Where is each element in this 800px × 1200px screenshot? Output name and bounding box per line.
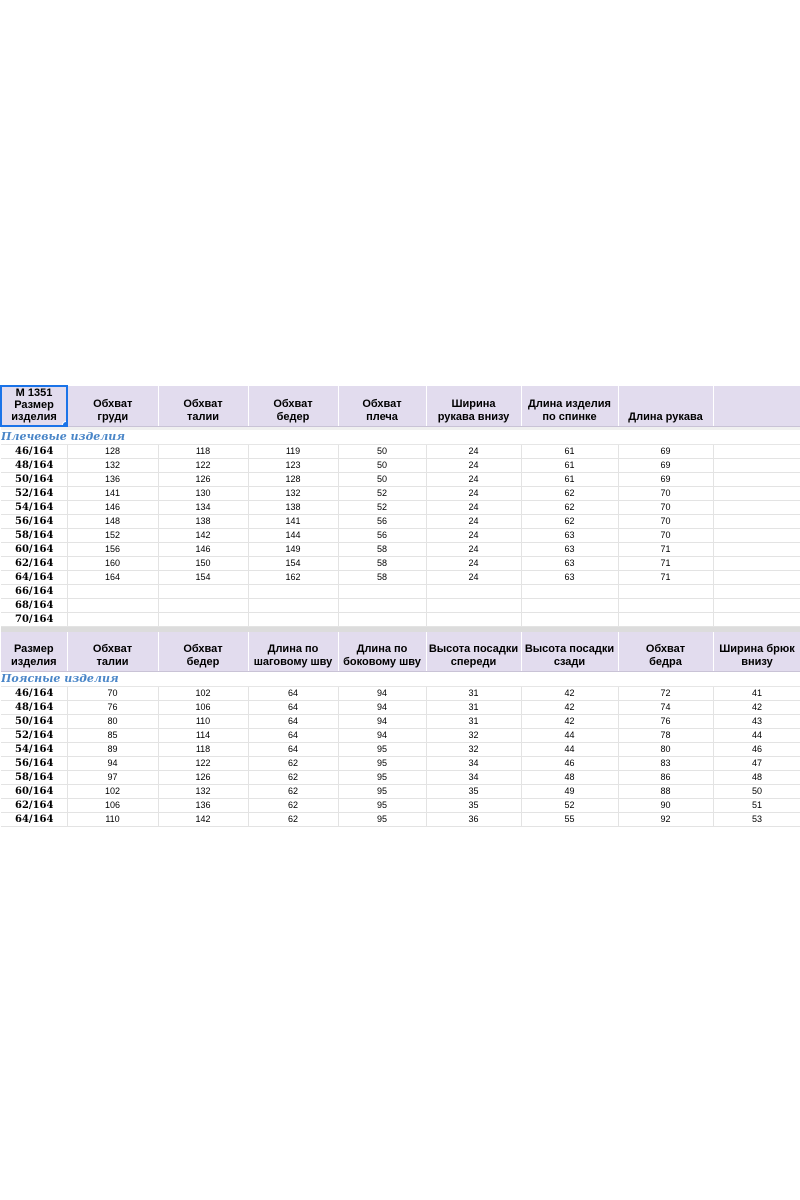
value-cell[interactable]: 114 xyxy=(158,728,248,742)
table-row xyxy=(1,529,800,543)
value-cell[interactable]: 132 xyxy=(248,487,338,501)
header-label: рукава внизу xyxy=(437,410,510,423)
header-label: плеча xyxy=(366,410,398,423)
value-cell[interactable]: 122 xyxy=(158,756,248,770)
value-cell[interactable]: 102 xyxy=(158,686,248,700)
value-cell[interactable] xyxy=(713,613,800,627)
value-cell[interactable]: 144 xyxy=(248,529,338,543)
value-cell[interactable]: 156 xyxy=(67,543,158,557)
value-cell[interactable] xyxy=(713,515,800,529)
value-cell[interactable]: 50 xyxy=(338,473,426,487)
value-cell[interactable]: 24 xyxy=(426,557,521,571)
value-cell[interactable]: 47 xyxy=(713,756,800,770)
value-cell[interactable]: 138 xyxy=(158,515,248,529)
value-cell[interactable]: 80 xyxy=(618,742,713,756)
value-cell[interactable]: 164 xyxy=(67,571,158,585)
value-cell[interactable]: 134 xyxy=(158,501,248,515)
value-cell[interactable] xyxy=(248,585,338,599)
value-cell[interactable]: 56 xyxy=(338,515,426,529)
value-cell[interactable]: 126 xyxy=(158,770,248,784)
value-cell[interactable]: 63 xyxy=(521,529,618,543)
value-cell[interactable]: 63 xyxy=(521,543,618,557)
value-cell[interactable]: 61 xyxy=(521,445,618,459)
size-chart-grid xyxy=(0,385,800,827)
value-cell[interactable]: 102 xyxy=(67,784,158,798)
top_table-header-cell[interactable] xyxy=(713,386,800,426)
value-cell[interactable]: 49 xyxy=(521,784,618,798)
value-cell[interactable]: 52 xyxy=(338,487,426,501)
size-cell[interactable]: 62/164 xyxy=(1,557,67,571)
value-cell[interactable]: 63 xyxy=(521,557,618,571)
size-cell[interactable]: 64/164 xyxy=(1,571,67,585)
value-cell[interactable]: 24 xyxy=(426,501,521,515)
value-cell[interactable]: 42 xyxy=(521,686,618,700)
value-cell[interactable]: 69 xyxy=(618,445,713,459)
value-cell[interactable]: 31 xyxy=(426,686,521,700)
top_table-header-cell[interactable] xyxy=(67,386,158,426)
top_table-header-cell[interactable] xyxy=(248,386,338,426)
value-cell[interactable]: 71 xyxy=(618,543,713,557)
header-label: бедер xyxy=(186,655,220,668)
spreadsheet xyxy=(0,385,800,827)
table-row xyxy=(1,445,800,459)
top_table-header-cell[interactable] xyxy=(426,386,521,426)
value-cell[interactable] xyxy=(713,445,800,459)
top_table-header-cell[interactable] xyxy=(338,386,426,426)
value-cell[interactable]: 34 xyxy=(426,770,521,784)
value-cell[interactable]: 92 xyxy=(618,812,713,826)
value-cell[interactable]: 62 xyxy=(248,812,338,826)
header-label: Обхват xyxy=(183,642,223,655)
value-cell[interactable] xyxy=(67,599,158,613)
value-cell[interactable]: 95 xyxy=(338,798,426,812)
value-cell[interactable]: 95 xyxy=(338,756,426,770)
header-label: по спинке xyxy=(542,410,597,423)
size-cell[interactable]: 50/164 xyxy=(1,714,67,728)
table-row xyxy=(1,686,800,700)
value-cell[interactable] xyxy=(426,585,521,599)
value-cell[interactable]: 32 xyxy=(426,742,521,756)
value-cell[interactable]: 42 xyxy=(521,714,618,728)
header-label: Высота посадки xyxy=(428,642,519,655)
value-cell[interactable]: 154 xyxy=(158,571,248,585)
size-cell[interactable]: 58/164 xyxy=(1,529,67,543)
value-cell[interactable] xyxy=(338,599,426,613)
header-label: Ширина xyxy=(451,397,496,410)
header-label: Обхват xyxy=(645,642,686,655)
table-row xyxy=(1,784,800,798)
value-cell[interactable] xyxy=(426,613,521,627)
value-cell[interactable]: 35 xyxy=(426,784,521,798)
top_table-header-cell[interactable] xyxy=(618,386,713,426)
table-row xyxy=(1,515,800,529)
bottom_table-header-cell[interactable] xyxy=(338,632,426,671)
value-cell[interactable] xyxy=(158,613,248,627)
value-cell[interactable] xyxy=(248,613,338,627)
value-cell[interactable] xyxy=(67,613,158,627)
table-row xyxy=(1,770,800,784)
header-label: спереди xyxy=(450,655,497,668)
value-cell[interactable]: 48 xyxy=(521,770,618,784)
table-row xyxy=(1,798,800,812)
value-cell[interactable] xyxy=(618,613,713,627)
table-row xyxy=(1,571,800,585)
value-cell[interactable]: 55 xyxy=(521,812,618,826)
value-cell[interactable]: 50 xyxy=(713,784,800,798)
table-row xyxy=(1,613,800,627)
value-cell[interactable]: 46 xyxy=(521,756,618,770)
value-cell[interactable]: 58 xyxy=(338,557,426,571)
value-cell[interactable]: 56 xyxy=(338,529,426,543)
value-cell[interactable]: 53 xyxy=(713,812,800,826)
size-cell[interactable]: 62/164 xyxy=(1,798,67,812)
value-cell[interactable] xyxy=(713,543,800,557)
header-label: талии xyxy=(186,410,220,423)
bottom_table-header-cell[interactable] xyxy=(248,632,338,671)
value-cell[interactable]: 62 xyxy=(248,798,338,812)
header-label: Обхват xyxy=(362,397,402,410)
value-cell[interactable] xyxy=(713,571,800,585)
table-row xyxy=(1,700,800,714)
value-cell[interactable]: 46 xyxy=(713,742,800,756)
value-cell[interactable]: 34 xyxy=(426,756,521,770)
value-cell[interactable]: 110 xyxy=(67,812,158,826)
value-cell[interactable]: 48 xyxy=(713,770,800,784)
value-cell[interactable] xyxy=(713,487,800,501)
header-label: Длина по xyxy=(267,642,319,655)
header-label: бедра xyxy=(649,655,682,668)
value-cell[interactable] xyxy=(713,473,800,487)
value-cell[interactable]: 62 xyxy=(521,501,618,515)
top_table-header-cell[interactable] xyxy=(158,386,248,426)
model-label: М 1351 xyxy=(15,387,53,399)
value-cell[interactable]: 95 xyxy=(338,812,426,826)
value-cell[interactable] xyxy=(713,529,800,543)
value-cell[interactable]: 71 xyxy=(618,571,713,585)
value-cell[interactable]: 70 xyxy=(618,515,713,529)
value-cell[interactable]: 70 xyxy=(67,686,158,700)
bottom_table-header-cell[interactable] xyxy=(713,632,800,671)
value-cell[interactable]: 43 xyxy=(713,714,800,728)
value-cell[interactable]: 106 xyxy=(67,798,158,812)
value-cell[interactable]: 85 xyxy=(67,728,158,742)
value-cell[interactable]: 106 xyxy=(158,700,248,714)
value-cell[interactable]: 58 xyxy=(338,543,426,557)
header-label: сзади xyxy=(553,655,586,668)
value-cell[interactable]: 24 xyxy=(426,459,521,473)
header-label: Размер xyxy=(13,642,54,655)
value-cell[interactable]: 62 xyxy=(248,770,338,784)
size-cell[interactable]: 56/164 xyxy=(1,756,67,770)
value-cell[interactable]: 52 xyxy=(338,501,426,515)
value-cell[interactable]: 128 xyxy=(248,473,338,487)
value-cell[interactable] xyxy=(618,585,713,599)
value-cell[interactable]: 71 xyxy=(618,557,713,571)
header-label: Обхват xyxy=(183,397,223,410)
value-cell[interactable]: 64 xyxy=(248,714,338,728)
value-cell[interactable] xyxy=(338,585,426,599)
value-cell[interactable]: 72 xyxy=(618,686,713,700)
top_table-header-row xyxy=(1,386,800,426)
value-cell[interactable]: 119 xyxy=(248,445,338,459)
value-cell[interactable]: 42 xyxy=(713,700,800,714)
value-cell[interactable]: 141 xyxy=(67,487,158,501)
value-cell[interactable]: 86 xyxy=(618,770,713,784)
value-cell[interactable]: 80 xyxy=(67,714,158,728)
header-label: шаговому шву xyxy=(253,655,333,668)
value-cell[interactable]: 132 xyxy=(158,784,248,798)
value-cell[interactable]: 50 xyxy=(338,459,426,473)
value-cell[interactable]: 74 xyxy=(618,700,713,714)
value-cell[interactable] xyxy=(521,585,618,599)
header-label: внизу xyxy=(741,655,773,668)
table-row xyxy=(1,599,800,613)
size-cell[interactable]: 70/164 xyxy=(1,613,67,627)
header-label: боковому шву xyxy=(343,655,421,668)
size-cell[interactable]: 46/164 xyxy=(1,686,67,700)
value-cell[interactable] xyxy=(618,599,713,613)
value-cell[interactable]: 62 xyxy=(521,515,618,529)
value-cell[interactable]: 24 xyxy=(426,515,521,529)
section-row xyxy=(1,430,800,445)
size-cell[interactable]: 46/164 xyxy=(1,445,67,459)
value-cell[interactable]: 69 xyxy=(618,459,713,473)
value-cell[interactable] xyxy=(158,585,248,599)
value-cell[interactable]: 94 xyxy=(338,700,426,714)
value-cell[interactable]: 69 xyxy=(618,473,713,487)
value-cell[interactable]: 88 xyxy=(618,784,713,798)
value-cell[interactable]: 138 xyxy=(248,501,338,515)
section-label[interactable]: Плечевые изделия xyxy=(1,430,800,445)
value-cell[interactable]: 70 xyxy=(618,529,713,543)
header-label: бедер xyxy=(276,410,310,423)
table-row xyxy=(1,459,800,473)
value-cell[interactable]: 95 xyxy=(338,742,426,756)
value-cell[interactable]: 118 xyxy=(158,742,248,756)
size-cell[interactable]: 48/164 xyxy=(1,700,67,714)
size-cell[interactable]: 52/164 xyxy=(1,487,67,501)
value-cell[interactable]: 64 xyxy=(248,700,338,714)
value-cell[interactable]: 149 xyxy=(248,543,338,557)
value-cell[interactable] xyxy=(338,613,426,627)
value-cell[interactable]: 24 xyxy=(426,487,521,501)
size-cell[interactable]: 52/164 xyxy=(1,728,67,742)
size-cell[interactable]: 64/164 xyxy=(1,812,67,826)
top_table-header-cell[interactable] xyxy=(521,386,618,426)
table-row xyxy=(1,728,800,742)
value-cell[interactable]: 146 xyxy=(158,543,248,557)
value-cell[interactable]: 50 xyxy=(338,445,426,459)
value-cell[interactable]: 70 xyxy=(618,501,713,515)
value-cell[interactable]: 24 xyxy=(426,571,521,585)
value-cell[interactable]: 94 xyxy=(338,686,426,700)
value-cell[interactable]: 136 xyxy=(158,798,248,812)
value-cell[interactable]: 62 xyxy=(521,487,618,501)
value-cell[interactable]: 35 xyxy=(426,798,521,812)
size-cell[interactable]: 48/164 xyxy=(1,459,67,473)
value-cell[interactable]: 78 xyxy=(618,728,713,742)
value-cell[interactable]: 122 xyxy=(158,459,248,473)
bottom_table-header-cell[interactable] xyxy=(1,632,67,671)
value-cell[interactable]: 132 xyxy=(67,459,158,473)
value-cell[interactable]: 62 xyxy=(248,784,338,798)
value-cell[interactable]: 76 xyxy=(618,714,713,728)
value-cell[interactable]: 94 xyxy=(338,728,426,742)
table-row xyxy=(1,742,800,756)
header-label: Размер xyxy=(14,399,54,411)
value-cell[interactable]: 89 xyxy=(67,742,158,756)
value-cell[interactable]: 142 xyxy=(158,529,248,543)
value-cell[interactable]: 150 xyxy=(158,557,248,571)
section-row xyxy=(1,671,800,686)
value-cell[interactable]: 94 xyxy=(338,714,426,728)
value-cell[interactable]: 146 xyxy=(67,501,158,515)
header-label: груди xyxy=(97,410,129,423)
value-cell[interactable] xyxy=(521,599,618,613)
value-cell[interactable]: 110 xyxy=(158,714,248,728)
value-cell[interactable]: 95 xyxy=(338,784,426,798)
value-cell[interactable]: 90 xyxy=(618,798,713,812)
size-cell[interactable]: 60/164 xyxy=(1,543,67,557)
value-cell[interactable]: 61 xyxy=(521,459,618,473)
value-cell[interactable]: 128 xyxy=(67,445,158,459)
header-label: Ширина брюк xyxy=(719,642,795,655)
bottom_table-header-cell[interactable] xyxy=(426,632,521,671)
value-cell[interactable]: 94 xyxy=(67,756,158,770)
header-label: Длина изделия xyxy=(528,397,611,410)
size-cell[interactable]: 68/164 xyxy=(1,599,67,613)
header-label: изделия xyxy=(11,655,57,668)
value-cell[interactable]: 32 xyxy=(426,728,521,742)
value-cell[interactable] xyxy=(713,459,800,473)
value-cell[interactable] xyxy=(248,599,338,613)
value-cell[interactable]: 31 xyxy=(426,700,521,714)
table-row xyxy=(1,501,800,515)
size-cell[interactable]: 66/164 xyxy=(1,585,67,599)
value-cell[interactable]: 141 xyxy=(248,515,338,529)
value-cell[interactable]: 64 xyxy=(248,686,338,700)
table-row xyxy=(1,543,800,557)
value-cell[interactable]: 142 xyxy=(158,812,248,826)
value-cell[interactable]: 52 xyxy=(521,798,618,812)
header-label: Длина по xyxy=(356,642,408,655)
table-row xyxy=(1,557,800,571)
value-cell[interactable]: 51 xyxy=(713,798,800,812)
value-cell[interactable]: 148 xyxy=(67,515,158,529)
value-cell[interactable]: 95 xyxy=(338,770,426,784)
fill-handle[interactable] xyxy=(62,421,67,426)
size-cell[interactable]: 54/164 xyxy=(1,501,67,515)
bottom_table-header-cell[interactable] xyxy=(158,632,248,671)
value-cell[interactable]: 64 xyxy=(248,728,338,742)
value-cell[interactable]: 24 xyxy=(426,543,521,557)
table-row xyxy=(1,473,800,487)
value-cell[interactable]: 70 xyxy=(618,487,713,501)
bottom_table-header-cell[interactable] xyxy=(618,632,713,671)
value-cell[interactable]: 42 xyxy=(521,700,618,714)
value-cell[interactable]: 152 xyxy=(67,529,158,543)
header-label: изделия xyxy=(11,411,57,423)
value-cell[interactable]: 162 xyxy=(248,571,338,585)
value-cell[interactable]: 76 xyxy=(67,700,158,714)
value-cell[interactable]: 36 xyxy=(426,812,521,826)
value-cell[interactable]: 64 xyxy=(248,742,338,756)
value-cell[interactable]: 83 xyxy=(618,756,713,770)
value-cell[interactable]: 123 xyxy=(248,459,338,473)
value-cell[interactable]: 160 xyxy=(67,557,158,571)
header-label: Обхват xyxy=(93,397,133,410)
size-cell[interactable]: 50/164 xyxy=(1,473,67,487)
header-label: Обхват xyxy=(273,397,313,410)
bottom_table-header-cell[interactable] xyxy=(521,632,618,671)
value-cell[interactable] xyxy=(426,599,521,613)
value-cell[interactable]: 24 xyxy=(426,473,521,487)
table-row xyxy=(1,812,800,826)
value-cell[interactable]: 61 xyxy=(521,473,618,487)
header-label: талии xyxy=(96,655,129,668)
value-cell[interactable]: 136 xyxy=(67,473,158,487)
size-cell[interactable]: 60/164 xyxy=(1,784,67,798)
value-cell[interactable]: 31 xyxy=(426,714,521,728)
value-cell[interactable] xyxy=(158,599,248,613)
table-row xyxy=(1,756,800,770)
size-cell[interactable]: 58/164 xyxy=(1,770,67,784)
value-cell[interactable]: 126 xyxy=(158,473,248,487)
value-cell[interactable]: 62 xyxy=(248,756,338,770)
value-cell[interactable] xyxy=(67,585,158,599)
value-cell[interactable] xyxy=(521,613,618,627)
table-row xyxy=(1,585,800,599)
header-label: Высота посадки xyxy=(524,642,615,655)
bottom_table-header-row xyxy=(1,632,800,671)
table-row xyxy=(1,714,800,728)
value-cell[interactable] xyxy=(713,585,800,599)
value-cell[interactable] xyxy=(713,599,800,613)
value-cell[interactable]: 44 xyxy=(713,728,800,742)
value-cell[interactable] xyxy=(713,501,800,515)
value-cell[interactable] xyxy=(713,557,800,571)
value-cell[interactable]: 154 xyxy=(248,557,338,571)
value-cell[interactable]: 44 xyxy=(521,742,618,756)
value-cell[interactable]: 24 xyxy=(426,529,521,543)
header-label: Обхват xyxy=(92,642,133,655)
value-cell[interactable]: 58 xyxy=(338,571,426,585)
selected-cell[interactable] xyxy=(1,386,67,426)
table-row xyxy=(1,487,800,501)
size-cell[interactable]: 56/164 xyxy=(1,515,67,529)
section-label[interactable]: Поясные изделия xyxy=(1,671,800,686)
value-cell[interactable]: 118 xyxy=(158,445,248,459)
value-cell[interactable]: 24 xyxy=(426,445,521,459)
value-cell[interactable]: 97 xyxy=(67,770,158,784)
value-cell[interactable]: 41 xyxy=(713,686,800,700)
header-label: Длина рукава xyxy=(628,410,703,423)
value-cell[interactable]: 130 xyxy=(158,487,248,501)
value-cell[interactable]: 63 xyxy=(521,571,618,585)
size-cell[interactable]: 54/164 xyxy=(1,742,67,756)
bottom_table-header-cell[interactable] xyxy=(67,632,158,671)
value-cell[interactable]: 44 xyxy=(521,728,618,742)
